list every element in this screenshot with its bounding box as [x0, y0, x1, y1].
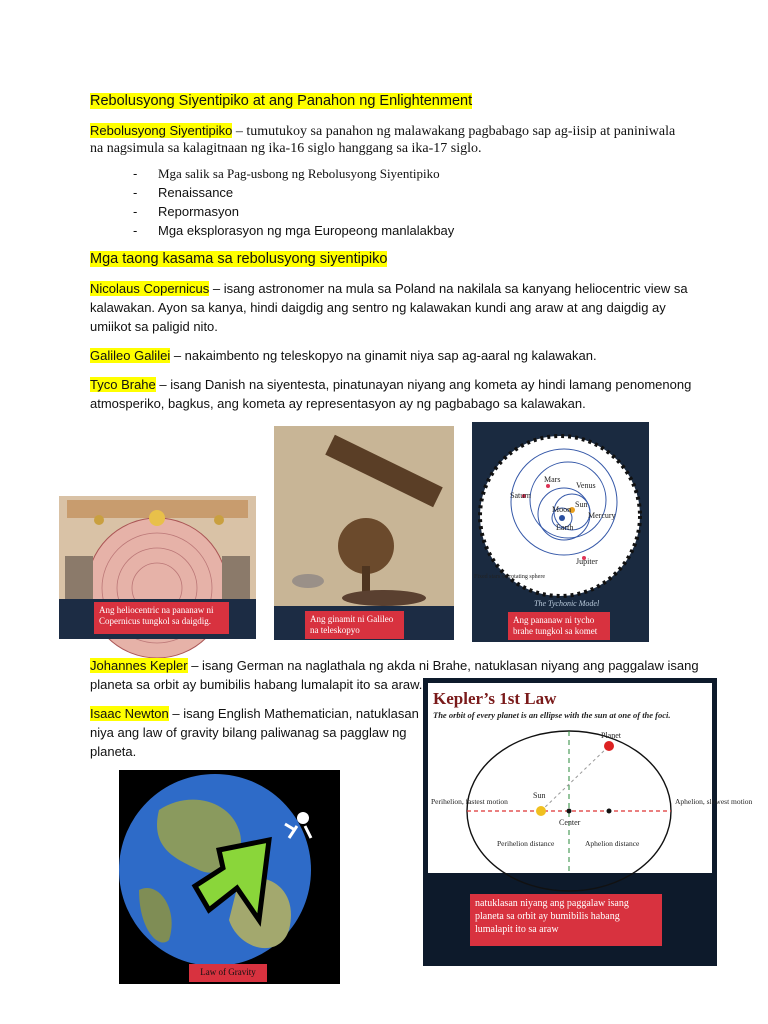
bullet-item: Repormasyon: [158, 204, 239, 219]
label-jupiter: Jupiter: [576, 557, 598, 566]
label-sun: Sun: [575, 500, 588, 509]
bullet-dash: -: [133, 223, 138, 238]
definition-line-1: Rebolusyong Siyentipiko – tumutukoy sa panahon ng malawakang pagbabago sap ag-iisip at paniniwala: [90, 123, 676, 139]
definition-line-2: na nagsimula sa kalagitnaan ng ika-16 siglo hanggang sa ika-17 siglo.: [90, 141, 482, 156]
newton-line-2: niya ang law of gravity bilang paliwanag sa pagglaw ng: [90, 725, 407, 740]
label-perihelion-distance: Perihelion distance: [497, 839, 555, 848]
brahe-caption: Ang pananaw ni tycho brahe tungkol sa komet: [508, 612, 610, 640]
label-kepler-sun: Sun: [533, 791, 546, 800]
label-earth: Earth: [556, 523, 574, 532]
copernicus-image: [59, 496, 256, 639]
kepler-image: [423, 678, 753, 966]
galileo-image: [274, 426, 454, 640]
kepler-line-2: planeta sa orbit ay bumibilis habang lumalapit ito sa araw.: [90, 677, 423, 692]
label-aphelion: Aphelion, slowest motion: [675, 797, 753, 806]
bullet-dash: -: [133, 185, 138, 200]
kepler-line-1: Johannes Kepler – isang German na naglathala ng akda ni Brahe, natuklasan niyang ang paggalaw isang: [90, 658, 699, 673]
label-moon: Moon: [552, 505, 572, 514]
label-mars: Mars: [544, 475, 561, 484]
brahe-line-1: Tyco Brahe – isang Danish na siyentesta, pinatunayan niyang ang kometa ay hindi lamang penomenong: [90, 377, 692, 392]
copernicus-caption: Ang heliocentric na pananaw ni Copernicus tungkol sa daigdig.: [94, 602, 229, 634]
bullet-item: Mga eksplorasyon ng mga Europeong manlalakbay: [158, 223, 455, 238]
kepler-caption: natuklasan niyang ang paggalaw isang planeta sa orbit ay bumibilis habang lumalapit ito sa araw: [470, 894, 662, 946]
bullet-dash: -: [133, 166, 138, 181]
copernicus-line-2: kalawakan. Ayon sa kanya, hindi daigdig ang sentro ng kalawakan kundi ang araw at ang daigdig ay: [90, 300, 666, 315]
newton-image: [119, 770, 340, 984]
kepler-figure-subtitle: The orbit of every planet is an ellipse with the sun at one of the foci.: [433, 710, 671, 720]
page-title: Rebolusyong Siyentipiko at ang Panahon ng Enlightenment: [90, 93, 473, 109]
bullet-item: Mga salik sa Pag-usbong ng Rebolusyong Siyentipiko: [158, 166, 440, 181]
copernicus-line-1: Nicolaus Copernicus – isang astronomer na mula sa Poland na nakilala sa kanyang heliocentric view sa: [90, 281, 688, 296]
section-heading: Mga taong kasama sa rebolusyong siyentipiko: [90, 251, 388, 267]
tychonic-model-diagram: [472, 422, 649, 642]
copernicus-line-3: umiikot sa paligid nito.: [90, 319, 218, 334]
kepler-figure-title: Kepler’s 1st Law: [433, 689, 557, 708]
telescope-illustration: [274, 426, 454, 640]
label-saturn: Saturn: [510, 491, 531, 500]
brahe-line-2: atmosperiko, bagkus, ang kometa ay representasyon ay ng pagbabago sa kalawakan.: [90, 396, 586, 411]
label-fixed-stars: Fixed stars on rotating sphere: [474, 574, 545, 580]
tychonic-image: [472, 422, 649, 642]
bullet-item: Renaissance: [158, 185, 234, 200]
newton-line-1: Isaac Newton – isang English Mathematician, natuklasan: [90, 706, 419, 721]
label-aphelion-distance: Aphelion distance: [585, 839, 640, 848]
galileo-line-1: Galileo Galilei – nakaimbento ng teleskopyo na ginamit niya sap ag-aaral ng kalawakan.: [90, 348, 597, 363]
newton-line-3: planeta.: [90, 744, 137, 759]
bullet-dash: -: [133, 204, 138, 219]
newton-caption: Law of Gravity: [189, 964, 267, 982]
galileo-caption: Ang ginamit ni Galileo na teleskopyo: [305, 611, 404, 639]
label-planet: Planet: [601, 731, 621, 740]
label-venus: Venus: [576, 481, 596, 490]
label-mercury: Mercury: [588, 511, 616, 520]
label-perihelion: Perihelion, fastest motion: [431, 797, 508, 806]
tychonic-title: The Tychonic Model: [534, 599, 600, 608]
label-center: Center: [559, 818, 581, 827]
earth-gravity-illustration: [119, 770, 340, 984]
